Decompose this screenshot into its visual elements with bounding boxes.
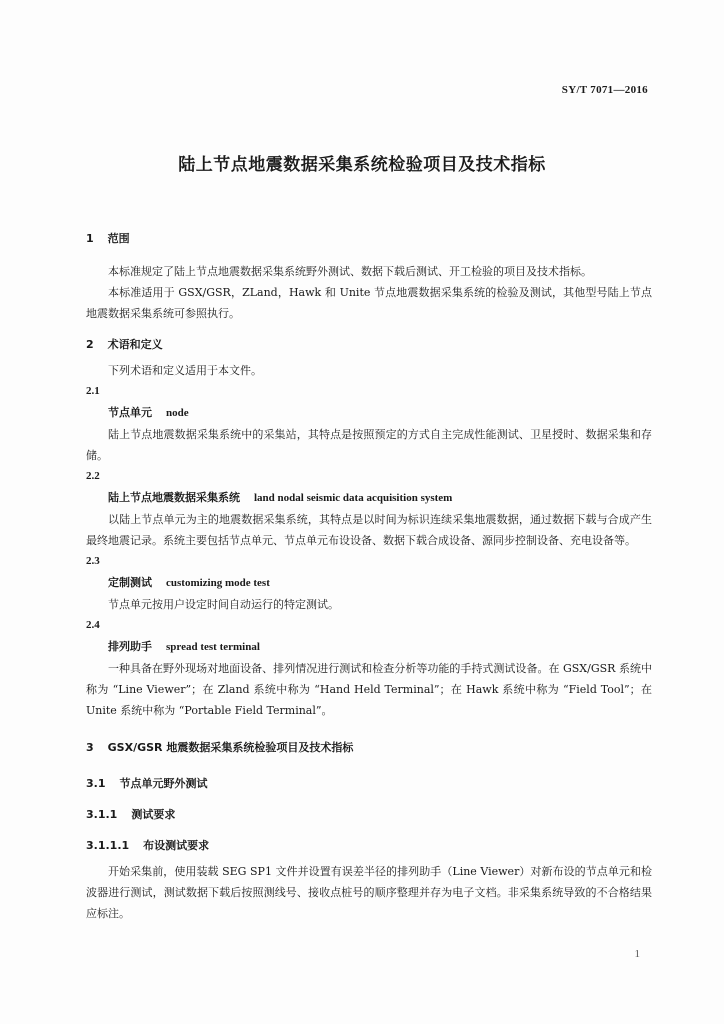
term-definition: 以陆上节点单元为主的地震数据采集系统，其特点是以时间为标识连续采集地震数据，通过数据下载与合成产生最终地震记录。系统主要包括节点单元、节点单元布设设备、数据下载合成设备、源同步控制设备、充电设备等。 [86, 513, 652, 547]
section-number: 1 [86, 232, 94, 245]
section-heading-3-1-1 [86, 806, 652, 822]
section-heading-1 [86, 230, 652, 246]
page-number: 1 [634, 948, 640, 960]
term-name [86, 572, 652, 594]
section-heading-2 [86, 336, 652, 352]
term-number: 2.1 [86, 385, 100, 397]
section-title: GSX/GSR 地震数据采集系统检验项目及技术指标 [107, 741, 354, 754]
term-name [86, 636, 652, 658]
term-name-en: spread test terminal [166, 641, 260, 653]
paragraph: 下列术语和定义适用于本文件。 [108, 364, 262, 377]
section-heading-3-1 [86, 775, 652, 791]
standard-code: SY/T 7071—2016 [561, 84, 648, 96]
section-number: 3.1 [86, 777, 106, 790]
term-number: 2.2 [86, 470, 100, 482]
section-number: 3.1.1.1 [86, 839, 130, 852]
section-number: 3.1.1 [86, 808, 118, 821]
section-number: 3 [86, 741, 94, 754]
section-number: 2 [86, 338, 94, 351]
term-name [86, 487, 652, 509]
section-title: 节点单元野外测试 [119, 777, 208, 790]
term-definition: 节点单元按用户设定时间自动运行的特定测试。 [108, 598, 339, 611]
term-definition: 一种具备在野外现场对地面设备、排列情况进行测试和检查分析等功能的手持式测试设备。在 GSX/GSR 系统中称为 “Line Viewer”；在 Zland 系统中称为 “Hand Held Terminal”；在 Hawk 系统中称为 “Field Tool”；在 Unite 系统中称为 “Portable Field Terminal”。 [86, 662, 652, 717]
paragraph: 开始采集前，使用装载 SEG SP1 文件并设置有误差半径的排列助手（Line Viewer）对新布设的节点单元和检波器进行测试，测试数据下载后按照测线号、接收点桩号的顺序整理并存为电子文档。非采集系统导致的不合格结果应标注。 [86, 865, 652, 920]
document-body [86, 230, 652, 924]
term-name-en: land nodal seismic data acquisition system [254, 492, 453, 504]
paragraph: 本标准适用于 GSX/GSR，ZLand，Hawk 和 Unite 节点地震数据采集系统的检验及测试，其他型号陆上节点地震数据采集系统可参照执行。 [86, 286, 652, 320]
section-heading-3 [86, 739, 652, 755]
section-title: 测试要求 [131, 808, 176, 821]
term-name-en: customizing mode test [166, 577, 270, 589]
term-name-cn: 定制测试 [108, 576, 152, 589]
paragraph: 本标准规定了陆上节点地震数据采集系统野外测试、数据下载后测试、开工检验的项目及技术指标。 [108, 265, 592, 278]
term-definition: 陆上节点地震数据采集系统中的采集站，其特点是按照预定的方式自主完成性能测试、卫星授时、数据采集和存储。 [86, 428, 652, 462]
document-title: 陆上节点地震数据采集系统检验项目及技术指标 [178, 155, 546, 175]
section-title: 范围 [107, 232, 130, 245]
term-name [86, 402, 652, 424]
section-heading-3-1-1-1 [86, 837, 652, 853]
section-title: 术语和定义 [107, 338, 163, 351]
term-name-cn: 陆上节点地震数据采集系统 [108, 491, 240, 504]
term-number: 2.3 [86, 555, 100, 567]
section-title: 布设测试要求 [143, 839, 210, 852]
term-number: 2.4 [86, 619, 100, 631]
term-name-en: node [166, 407, 189, 419]
term-name-cn: 节点单元 [108, 406, 152, 419]
term-name-cn: 排列助手 [108, 640, 152, 653]
